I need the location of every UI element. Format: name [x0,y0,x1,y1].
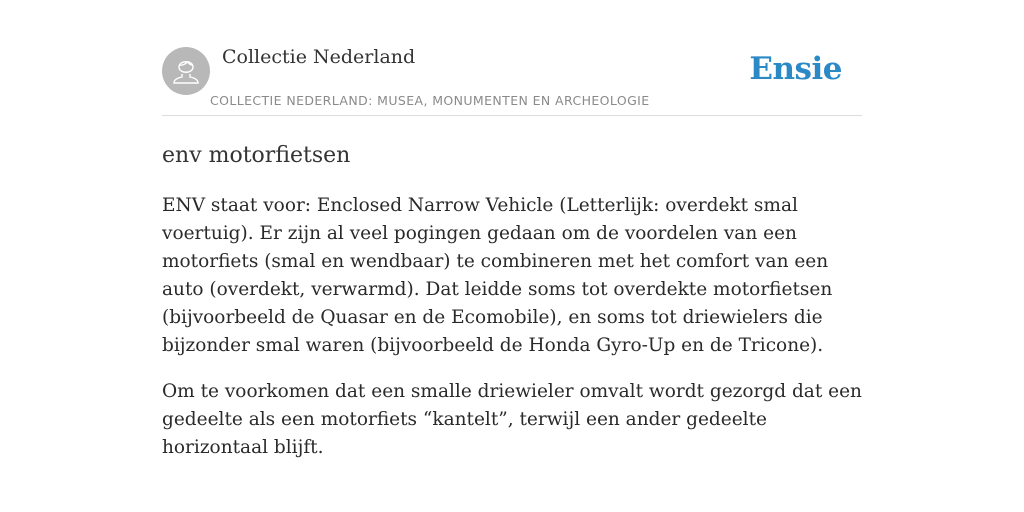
collection-label[interactable]: COLLECTIE NEDERLAND: MUSEA, MONUMENTEN EN ARCHEOLOGIE [210,93,650,108]
page-container [162,0,862,480]
article-body [162,192,862,462]
article-title: env motorfietsen [162,143,351,168]
author-avatar[interactable] [162,47,210,95]
article-paragraph: ENV staat voor: Enclosed Narrow Vehicle (Letterlijk: overdekt smal voertuig). Er zijn al veel pogingen gedaan om de voordelen van een motorfiets (smal en wendbaar) te combineren met het comfort van een auto (overdekt, verwarmd). Dat leidde soms tot overdekte motorfietsen (bijvoorbeeld de Quasar en de Ecomobile), en soms tot driewielers die bijzonder smal waren (bijvoorbeeld de Honda Gyro-Up en de Tricone). [162,195,833,356]
author-name[interactable]: Collectie Nederland [222,46,416,68]
brand-logo[interactable]: Ensie [749,51,842,87]
user-silhouette-icon [162,47,210,95]
article-header [162,0,862,116]
article-paragraph: Om te voorkomen dat een smalle driewieler omvalt wordt gezorgd dat een gedeelte als een motorfiets “kantelt”, terwijl een ander gedeelte horizontaal blijft. [162,381,862,458]
